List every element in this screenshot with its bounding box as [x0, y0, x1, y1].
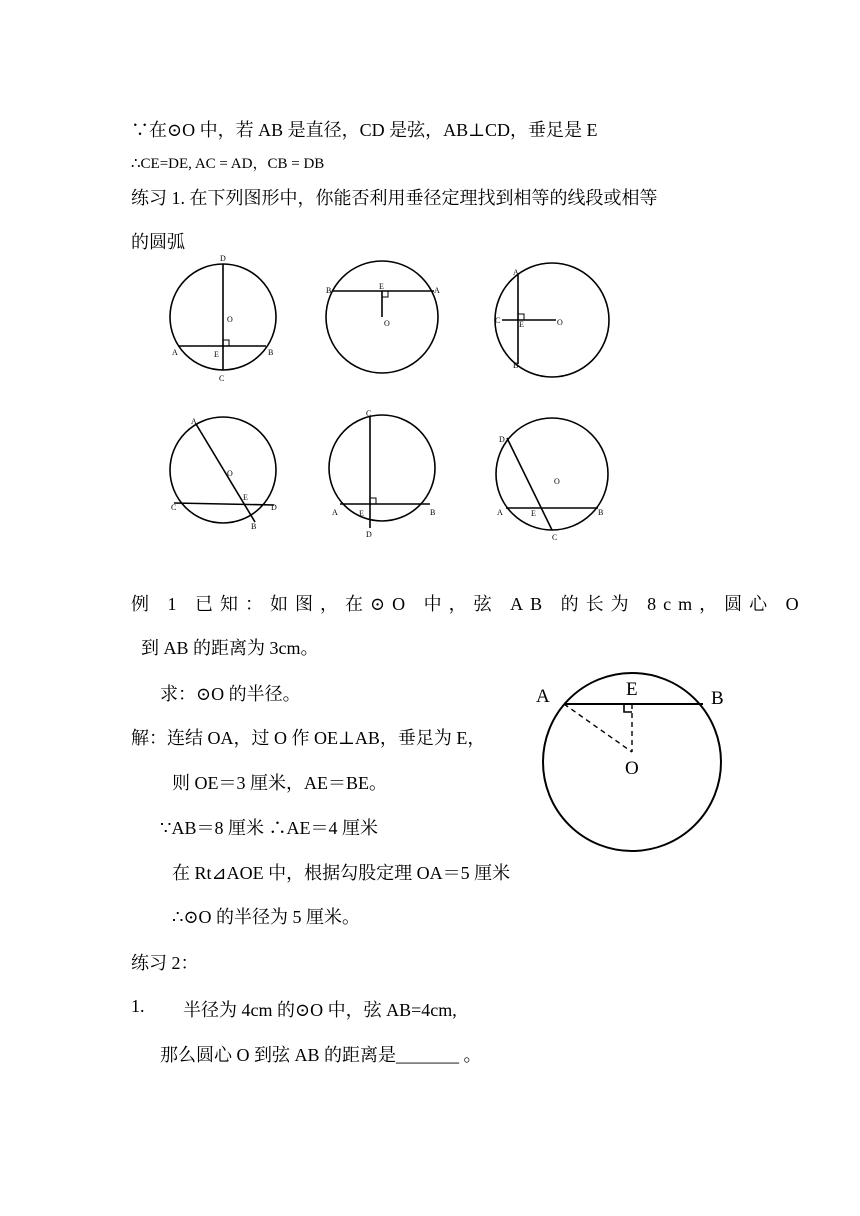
figure3-label-a: A: [513, 268, 519, 277]
example1-solution-4: 在 Rt⊿AOE 中，根据勾股定理 OA＝5 厘米: [172, 863, 511, 883]
exercise2-title: 练习 2：: [131, 953, 199, 973]
figure4-label-e: E: [243, 493, 248, 502]
figure5-label-c: C: [366, 409, 372, 418]
exercise1-line-2: 的圆弧: [131, 232, 185, 252]
example1-solution-5: ∴⊙O 的半径为 5 厘米。: [172, 907, 361, 927]
exercise2-q1-line-1: 半径为 4cm 的⊙O 中，弦 AB=4cm,: [183, 1000, 457, 1020]
figure4-label-b: B: [251, 522, 257, 531]
figure4-label-d: D: [271, 503, 277, 512]
example1-solution-1: 解：连结 OA，过 O 作 OE⊥AB，垂足为 E，: [131, 728, 486, 748]
figure1-label-e: E: [214, 350, 219, 359]
example1-segment-oa: [564, 704, 632, 752]
exercise1-line-1: 练习 1. 在下列图形中，你能否利用垂径定理找到相等的线段或相等: [131, 188, 658, 208]
figure5-label-b: B: [430, 508, 436, 517]
figure1-label-o: O: [227, 315, 233, 324]
example1-solution-2: 则 OE＝3 厘米，AE＝BE。: [172, 773, 387, 793]
example1-label-e: E: [626, 679, 638, 700]
figure3-label-c: C: [495, 316, 501, 325]
figure2-label-a: A: [434, 286, 440, 295]
figure4-label-a: A: [191, 417, 197, 426]
exercise2-q1-line-2: 那么圆心 O 到弦 AB 的距离是_______ 。: [160, 1045, 482, 1065]
figure4-label-o: O: [227, 469, 233, 478]
figure6-label-b: B: [598, 508, 604, 517]
figure4-label-c: C: [171, 503, 177, 512]
example1-line-1: 例 1 已知：如图，在⊙O 中，弦 AB 的长为 8cm，圆心 O: [131, 594, 806, 614]
theorem-line-1: ∵在⊙O 中，若 AB 是直径，CD 是弦，AB⊥CD，垂足是 E: [131, 120, 598, 140]
figure2-label-e: E: [379, 282, 384, 291]
figure2-label-o: O: [384, 319, 390, 328]
figure1-label-b: B: [268, 348, 274, 357]
figure6-label-e: E: [531, 509, 536, 518]
figure5-label-d: D: [366, 530, 372, 539]
example1-solution-3: ∵AB＝8 厘米 ∴AE＝4 厘米: [160, 818, 378, 838]
figure3-label-b: B: [513, 361, 519, 370]
example1-label-o: O: [625, 758, 639, 779]
figure1-label-a: A: [172, 348, 178, 357]
example1-label-b: B: [711, 688, 724, 709]
figure1-label-c: C: [219, 374, 225, 383]
figure6-label-o: O: [554, 477, 560, 486]
example1-right-angle: [624, 704, 632, 712]
figure1-label-d: D: [220, 254, 226, 263]
figure6-label-d: D: [499, 435, 505, 444]
example1-ask: 求：⊙O 的半径。: [160, 684, 301, 704]
figure5-label-e: E: [359, 509, 364, 518]
figure3-label-e: E: [519, 320, 524, 329]
figure5-label-a: A: [332, 508, 338, 517]
example1-label-a: A: [536, 686, 550, 707]
exercise2-q1-number: 1.: [131, 996, 145, 1016]
example1-line-2: 到 AB 的距离为 3cm。: [141, 638, 319, 658]
figure6-label-c: C: [552, 533, 558, 542]
figure2-label-b: B: [326, 286, 332, 295]
theorem-line-2: ∴CE=DE, AC = AD，CB = DB: [131, 156, 325, 172]
figure3-label-o: O: [557, 318, 563, 327]
figure6-label-a: A: [497, 508, 503, 517]
